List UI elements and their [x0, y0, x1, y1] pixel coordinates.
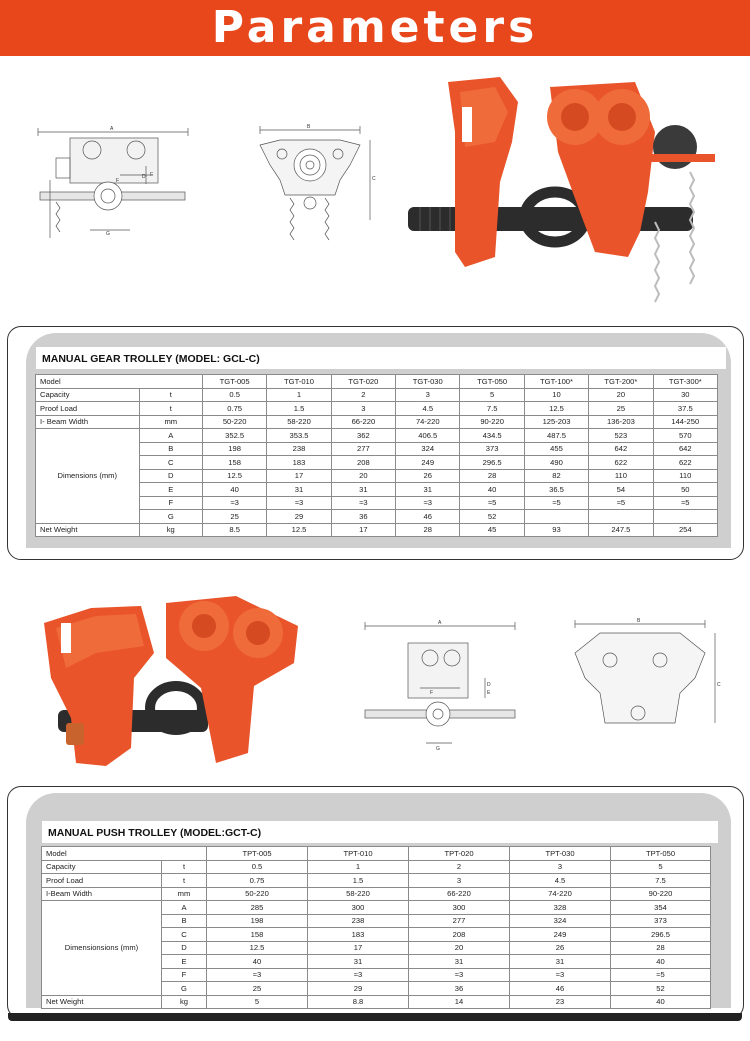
table-cell: 40 — [460, 483, 524, 497]
table-cell: t — [139, 402, 202, 416]
table-cell: Proof Load — [42, 874, 162, 888]
table-cell: 110 — [589, 469, 653, 483]
table-cell: TPT-030 — [510, 847, 611, 861]
table-cell: 642 — [653, 442, 717, 456]
table-cell: 198 — [207, 914, 308, 928]
table-cell: ≈5 — [524, 496, 588, 510]
table-cell: TGT-200* — [589, 375, 653, 389]
table-cell: 3 — [510, 860, 611, 874]
table-cell: 434.5 — [460, 429, 524, 443]
label-f: F — [116, 178, 120, 184]
table-row — [36, 388, 718, 402]
table-row — [42, 874, 711, 888]
table-cell: 20 — [409, 941, 510, 955]
table-cell: Dimensionsions (mm) — [42, 901, 162, 996]
table-cell: 238 — [308, 914, 409, 928]
table-cell: F — [139, 496, 202, 510]
table-cell: 523 — [589, 429, 653, 443]
table-cell: 40 — [611, 955, 711, 969]
table-cell: 8.8 — [308, 995, 409, 1009]
table-cell: 10 — [524, 388, 588, 402]
push-trolley-table-title: MANUAL PUSH TROLLEY (MODEL:GCT-C) — [42, 821, 718, 843]
table-cell: 352.5 — [202, 429, 266, 443]
table-cell: 300 — [308, 901, 409, 915]
table-cell: 23 — [510, 995, 611, 1009]
table-cell: 52 — [460, 510, 524, 524]
table-cell: 40 — [611, 995, 711, 1009]
table-cell: 36 — [409, 982, 510, 996]
table-cell: 17 — [267, 469, 331, 483]
table-cell: ≈3 — [202, 496, 266, 510]
table-cell: 29 — [308, 982, 409, 996]
table-cell: 28 — [396, 523, 460, 537]
table-cell: 296.5 — [460, 456, 524, 470]
table-cell: 28 — [611, 941, 711, 955]
table-cell: 31 — [510, 955, 611, 969]
table-cell: 208 — [331, 456, 395, 470]
table-cell: kg — [162, 995, 207, 1009]
table-cell: TPT-050 — [611, 847, 711, 861]
table-row — [36, 375, 718, 389]
table-cell: 37.5 — [653, 402, 717, 416]
label-e: E — [487, 690, 491, 696]
table-cell: ≈3 — [267, 496, 331, 510]
table-cell: 198 — [202, 442, 266, 456]
table-cell: 125-203 — [524, 415, 588, 429]
table-cell: 14 — [409, 995, 510, 1009]
table-cell: 50-220 — [202, 415, 266, 429]
table-cell: 406.5 — [396, 429, 460, 443]
table-cell — [589, 510, 653, 524]
table-cell: TPT-005 — [207, 847, 308, 861]
gear-trolley-side-drawing — [30, 120, 195, 245]
table-cell: I- Beam Width — [36, 415, 140, 429]
table-cell: 3 — [396, 388, 460, 402]
table-cell: 90-220 — [611, 887, 711, 901]
table-cell: 36 — [331, 510, 395, 524]
table-cell: G — [139, 510, 202, 524]
gear-trolley-spec-table — [35, 374, 718, 537]
table-cell: ≈3 — [396, 496, 460, 510]
table-cell: 324 — [396, 442, 460, 456]
table-cell: t — [162, 860, 207, 874]
table-row — [36, 402, 718, 416]
label-c: C — [372, 176, 376, 182]
table-cell: 455 — [524, 442, 588, 456]
table-cell: Net Weight — [36, 523, 140, 537]
bottom-strip — [8, 1013, 742, 1021]
table-cell: 622 — [653, 456, 717, 470]
table-row — [36, 523, 718, 537]
table-cell: ≈3 — [331, 496, 395, 510]
table-cell: 1 — [267, 388, 331, 402]
table-cell: 8.5 — [202, 523, 266, 537]
table-cell: B — [162, 914, 207, 928]
table-cell — [653, 510, 717, 524]
table-cell: 12.5 — [524, 402, 588, 416]
table-cell: 238 — [267, 442, 331, 456]
table-cell: 7.5 — [611, 874, 711, 888]
table-cell: 30 — [653, 388, 717, 402]
table-cell: 17 — [308, 941, 409, 955]
table-cell: mm — [139, 415, 202, 429]
table-cell: 158 — [202, 456, 266, 470]
table-cell: 46 — [396, 510, 460, 524]
table-cell: ≈5 — [611, 968, 711, 982]
table-cell: TGT-030 — [396, 375, 460, 389]
page-title: Parameters — [211, 2, 539, 53]
table-cell: D — [139, 469, 202, 483]
table-cell: 12.5 — [267, 523, 331, 537]
table-cell: 3 — [331, 402, 395, 416]
table-cell: 54 — [589, 483, 653, 497]
table-cell: ≈5 — [460, 496, 524, 510]
table-cell: 1.5 — [267, 402, 331, 416]
table-row — [42, 901, 711, 915]
table-cell: 36.5 — [524, 483, 588, 497]
table-cell: 25 — [589, 402, 653, 416]
table-cell: TGT-005 — [202, 375, 266, 389]
table-cell: Dimensions (mm) — [36, 429, 140, 524]
label-d: D — [142, 174, 146, 180]
table-cell: 25 — [202, 510, 266, 524]
table-cell: 247.5 — [589, 523, 653, 537]
table-cell: G — [162, 982, 207, 996]
table-cell: 58-220 — [267, 415, 331, 429]
table-cell: 82 — [524, 469, 588, 483]
table-cell: 2 — [331, 388, 395, 402]
label-b: B — [307, 124, 311, 130]
table-cell: Net Weight — [42, 995, 162, 1009]
table-cell: 249 — [510, 928, 611, 942]
table-cell: ≈5 — [653, 496, 717, 510]
table-row — [42, 995, 711, 1009]
push-trolley-front-drawing — [565, 618, 735, 738]
table-cell: 31 — [396, 483, 460, 497]
table-cell: 324 — [510, 914, 611, 928]
table-cell: 31 — [331, 483, 395, 497]
table-cell: 487.5 — [524, 429, 588, 443]
table-cell: 4.5 — [396, 402, 460, 416]
table-cell: 158 — [207, 928, 308, 942]
table-cell: 110 — [653, 469, 717, 483]
table-cell: 249 — [396, 456, 460, 470]
table-cell: TPT-020 — [409, 847, 510, 861]
table-cell: 0.75 — [202, 402, 266, 416]
table-cell: 52 — [611, 982, 711, 996]
table-row — [36, 429, 718, 443]
table-cell: 373 — [611, 914, 711, 928]
table-cell: 183 — [308, 928, 409, 942]
table-cell: 50-220 — [207, 887, 308, 901]
label-a: A — [110, 126, 114, 132]
table-cell: 296.5 — [611, 928, 711, 942]
table-row — [42, 887, 711, 901]
table-cell: 26 — [510, 941, 611, 955]
table-cell: 31 — [267, 483, 331, 497]
label-b: B — [637, 618, 641, 624]
label-e: E — [150, 172, 154, 178]
table-cell: 622 — [589, 456, 653, 470]
table-cell: 353.5 — [267, 429, 331, 443]
table-cell: 1.5 — [308, 874, 409, 888]
table-cell: 46 — [510, 982, 611, 996]
table-cell: 362 — [331, 429, 395, 443]
table-cell: ≈5 — [589, 496, 653, 510]
table-cell: Capacity — [42, 860, 162, 874]
table-cell: Model — [36, 375, 203, 389]
table-cell: C — [139, 456, 202, 470]
table-cell: Model — [42, 847, 207, 861]
table-cell: I-Beam Width — [42, 887, 162, 901]
table-cell: 50 — [653, 483, 717, 497]
push-trolley-photo — [36, 578, 306, 773]
table-cell: 183 — [267, 456, 331, 470]
table-cell: 0.5 — [207, 860, 308, 874]
table-cell: 66-220 — [409, 887, 510, 901]
table-cell: Proof Load — [36, 402, 140, 416]
table-cell: 17 — [331, 523, 395, 537]
table-cell: A — [139, 429, 202, 443]
table-cell: C — [162, 928, 207, 942]
table-cell: ≈3 — [510, 968, 611, 982]
table-cell: E — [162, 955, 207, 969]
table-cell: 0.5 — [202, 388, 266, 402]
table-cell: 5 — [611, 860, 711, 874]
table-cell: 4.5 — [510, 874, 611, 888]
table-cell: 570 — [653, 429, 717, 443]
table-cell: 93 — [524, 523, 588, 537]
table-cell: TGT-010 — [267, 375, 331, 389]
table-cell: TGT-050 — [460, 375, 524, 389]
table-row — [42, 860, 711, 874]
table-cell: 20 — [331, 469, 395, 483]
table-cell: 74-220 — [396, 415, 460, 429]
table-cell: 58-220 — [308, 887, 409, 901]
table-cell: 12.5 — [207, 941, 308, 955]
table-cell: 328 — [510, 901, 611, 915]
table-cell: 7.5 — [460, 402, 524, 416]
label-d: D — [487, 682, 491, 688]
table-cell: t — [162, 874, 207, 888]
table-cell: 3 — [409, 874, 510, 888]
table-cell: 2 — [409, 860, 510, 874]
table-cell: TPT-010 — [308, 847, 409, 861]
table-cell: 5 — [207, 995, 308, 1009]
table-cell: 40 — [207, 955, 308, 969]
table-cell: 277 — [409, 914, 510, 928]
table-cell: 29 — [267, 510, 331, 524]
table-cell: 74-220 — [510, 887, 611, 901]
table-cell: ≈3 — [409, 968, 510, 982]
label-a: A — [438, 620, 442, 626]
table-cell: 144-250 — [653, 415, 717, 429]
table-cell: 277 — [331, 442, 395, 456]
table-cell: 1 — [308, 860, 409, 874]
push-trolley-spec-table — [41, 846, 711, 1009]
table-cell: 31 — [409, 955, 510, 969]
table-cell: 5 — [460, 388, 524, 402]
table-cell: Capacity — [36, 388, 140, 402]
label-f: F — [430, 690, 434, 696]
table-cell: t — [139, 388, 202, 402]
table-cell: mm — [162, 887, 207, 901]
table-cell: 26 — [396, 469, 460, 483]
gear-trolley-front-drawing — [245, 120, 385, 250]
label-c: C — [717, 682, 721, 688]
table-row — [36, 415, 718, 429]
table-cell: 136-203 — [589, 415, 653, 429]
table-cell: D — [162, 941, 207, 955]
table-row — [42, 847, 711, 861]
table-cell: E — [139, 483, 202, 497]
table-cell: 40 — [202, 483, 266, 497]
table-cell: 12.5 — [202, 469, 266, 483]
table-cell: 354 — [611, 901, 711, 915]
table-cell: 373 — [460, 442, 524, 456]
table-cell: 642 — [589, 442, 653, 456]
table-cell: ≈3 — [207, 968, 308, 982]
table-cell — [524, 510, 588, 524]
table-cell: 490 — [524, 456, 588, 470]
table-cell: 20 — [589, 388, 653, 402]
table-cell: 31 — [308, 955, 409, 969]
table-cell: 66-220 — [331, 415, 395, 429]
table-cell: 28 — [460, 469, 524, 483]
table-cell: TGT-020 — [331, 375, 395, 389]
table-cell: TGT-300* — [653, 375, 717, 389]
table-cell: 25 — [207, 982, 308, 996]
label-g: G — [436, 746, 440, 752]
push-trolley-side-drawing — [360, 618, 520, 758]
table-cell: 300 — [409, 901, 510, 915]
label-g: G — [106, 231, 110, 237]
table-cell: 45 — [460, 523, 524, 537]
table-cell: ≈3 — [308, 968, 409, 982]
table-cell: TGT-100* — [524, 375, 588, 389]
table-cell: 254 — [653, 523, 717, 537]
gear-trolley-photo — [400, 72, 730, 327]
table-cell: B — [139, 442, 202, 456]
table-cell: 208 — [409, 928, 510, 942]
table-cell: F — [162, 968, 207, 982]
gear-trolley-table-title: MANUAL GEAR TROLLEY (MODEL: GCL-C) — [36, 347, 726, 369]
table-cell: 0.75 — [207, 874, 308, 888]
table-cell: A — [162, 901, 207, 915]
table-cell: kg — [139, 523, 202, 537]
table-cell: 285 — [207, 901, 308, 915]
table-cell: 90-220 — [460, 415, 524, 429]
